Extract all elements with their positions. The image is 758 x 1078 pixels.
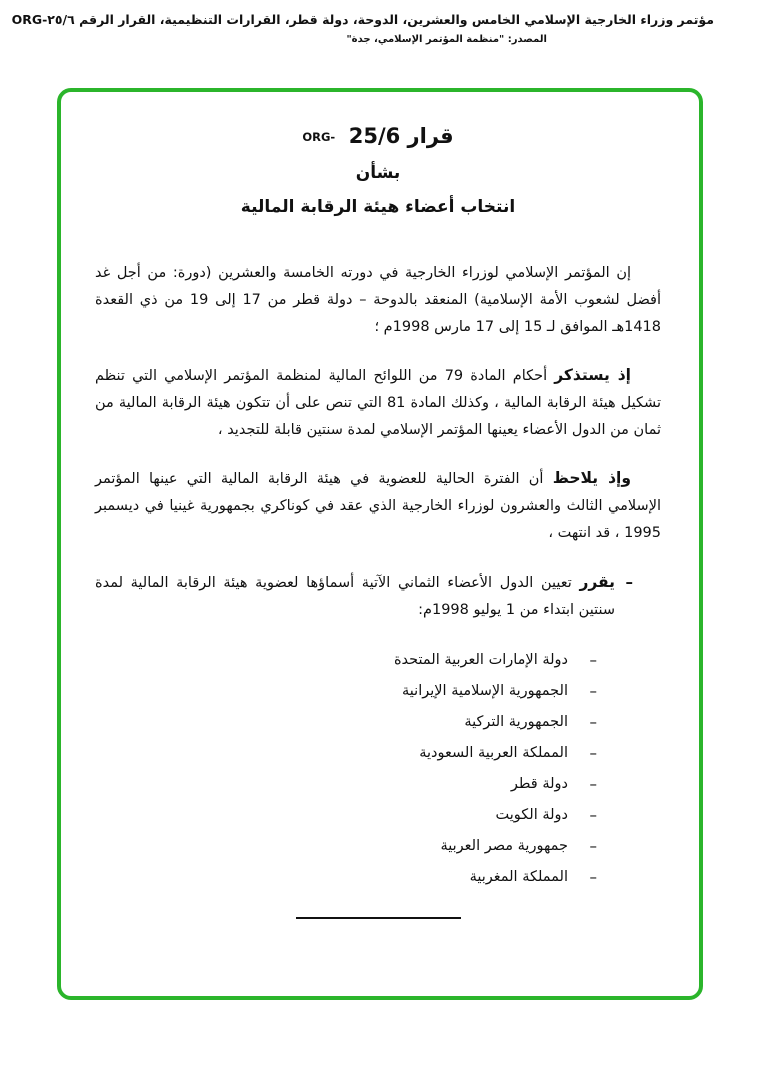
list-item [95, 830, 661, 861]
dash-icon: – [589, 867, 597, 886]
noting-paragraph [95, 465, 661, 547]
country-name: المملكة المغربية [469, 868, 568, 885]
header-line-1: مؤتمر وزراء الخارجية الإسلامي الخامس والعشرين، الدوحة، دولة قطر، القرارات التنظيمية، القرار الرقم ٢٥/٦-ORG [11, 12, 714, 27]
header-line-2: المصدر: "منظمة المؤتمر الإسلامي، جدة" [346, 34, 547, 45]
resolution-body [95, 259, 661, 547]
recalling-paragraph [95, 362, 661, 444]
paragraph-text: أحكام المادة 79 من اللوائح المالية لمنظمة المؤتمر الإسلامي التي تنظم تشكيل هيئة الرقابة المالية ، وكذلك المادة 81 التي تنص على أن تتكون هيئة الرقابة المالية من ثمان من الدول الأعضاء يعينها المؤتمر الإسلامي لمدة سنتين قابلة للتجديد ، [95, 368, 662, 438]
list-item [95, 706, 661, 737]
paragraph-text: إن المؤتمر الإسلامي لوزراء الخارجية في دورته الخامسة والعشرين (دورة: من أجل غد أفضل لشعوب الأمة الإسلامية) المنعقد بالدوحة – دولة قطر من 17 إلى 19 من ذي القعدة 1418هـ الموافق لـ 15 إلى 17 مارس 1998م ؛ [95, 265, 661, 335]
country-list [95, 644, 661, 892]
resolution-frame [57, 88, 703, 1000]
resolution-title-line [95, 124, 661, 148]
subject-title: انتخاب أعضاء هيئة الرقابة المالية [240, 197, 516, 217]
country-name: المملكة العربية السعودية [419, 744, 568, 761]
country-name: جمهورية مصر العربية [440, 837, 568, 854]
document-header [0, 12, 714, 45]
list-item [95, 768, 661, 799]
list-item [95, 675, 661, 706]
list-item [95, 861, 661, 892]
decision-item [95, 569, 661, 624]
subject-label: بشأن [355, 163, 401, 183]
dash-icon: – [589, 805, 597, 824]
paragraph-lead: وإذ يلاحظ [552, 469, 632, 487]
country-name: الجمهورية التركية [464, 713, 568, 730]
resolution-number: قرار 25/6 [348, 124, 454, 148]
decision-text [95, 569, 615, 624]
dash-icon: – [589, 712, 597, 731]
list-item [95, 799, 661, 830]
country-name: دولة قطر [510, 775, 568, 792]
preamble-paragraph [95, 259, 661, 341]
country-name: دولة الكويت [495, 806, 568, 823]
dash-icon: – [589, 681, 597, 700]
footnote-rule [296, 917, 461, 919]
dash-icon: – [589, 650, 597, 669]
dash-icon: – [589, 743, 597, 762]
title-block [95, 124, 661, 217]
dash-icon: – [625, 573, 633, 591]
decision-lead: يقرر [579, 573, 615, 591]
paragraph-lead: إذ يستذكر [554, 366, 631, 384]
dash-icon: – [589, 774, 597, 793]
paragraph-text: أن الفترة الحالية للعضوية في هيئة الرقابة المالية التي عينها المؤتمر الإسلامي الثالث والعشرون لوزراء الخارجية الذي عقد في كوناكري بجمهورية غينيا في ديسمبر 1995 ، قد انتهت ، [95, 471, 661, 541]
country-name: الجمهورية الإسلامية الإيرانية [402, 682, 568, 699]
country-name: دولة الإمارات العربية المتحدة [393, 651, 568, 668]
decision-body: تعيين الدول الأعضاء الثماني الآتية أسماؤها لعضوية هيئة الرقابة المالية لمدة سنتين ابتداء من 1 يوليو 1998م: [95, 575, 615, 618]
dash-icon: – [589, 836, 597, 855]
resolution-code: ORG- [302, 130, 336, 144]
list-item [95, 644, 661, 675]
list-item [95, 737, 661, 768]
